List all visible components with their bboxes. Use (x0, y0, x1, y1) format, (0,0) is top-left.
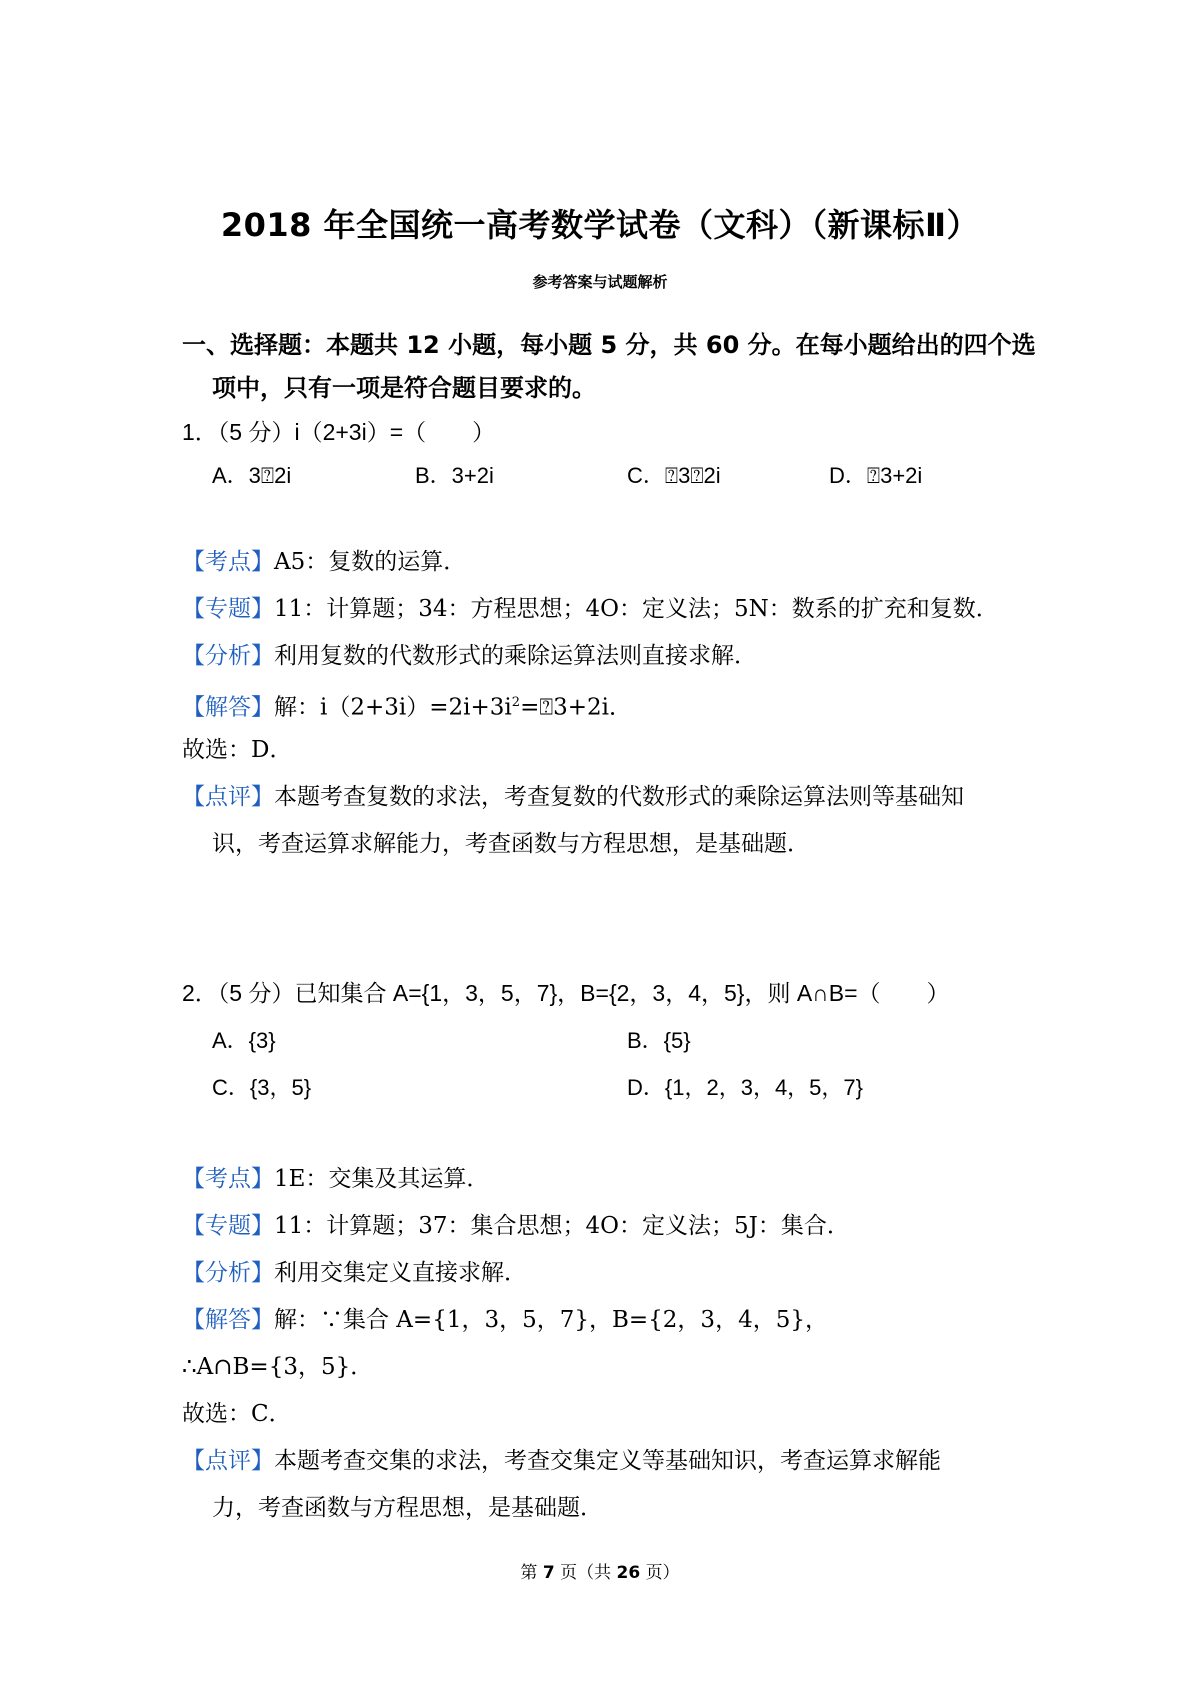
q1-jieda (182, 688, 632, 723)
q1-zhuanti (182, 594, 999, 624)
jieda-text: 解：∵集合 A={1，3，5，7}，B={2，3，4，5}， (274, 1307, 828, 1333)
q2-dianping-continued: 力，考查函数与方程思想，是基础题． (212, 1495, 603, 1521)
footer-page-number: 7 (542, 1563, 555, 1583)
q2-option-b: B．{5} (627, 1028, 691, 1053)
q1-option-c: C．⍰3⍰2i (627, 463, 721, 488)
q1-option-b: B．3+2i (415, 463, 494, 488)
zhuanti-tag: 【专题】 (182, 1213, 274, 1239)
jieda-tag: 【解答】 (182, 694, 274, 721)
footer-total-pages: 26 (616, 1563, 641, 1583)
q1-option-a: A．3⍰2i (212, 463, 292, 488)
q2-stem: 2．（5 分）已知集合 A={1，3，5，7}，B={2，3，4，5}，则 A∩B=（ ） (182, 980, 950, 1006)
q2-guxuan: 故选：C． (182, 1401, 292, 1427)
kaodian-tag: 【考点】 (182, 549, 274, 575)
q2-zhuanti (182, 1211, 850, 1241)
fenxi-tag: 【分析】 (182, 643, 274, 669)
q1-option-d: D．⍰3+2i (829, 463, 923, 488)
fenxi-text: 利用复数的代数形式的乘除运算法则直接求解． (274, 643, 757, 669)
section-heading-line-2: 项中，只有一项是符合题目要求的。 (212, 374, 596, 402)
zhuanti-text: 11：计算题；34：方程思想；4O：定义法；5N：数系的扩充和复数． (274, 596, 999, 622)
q1-dianping-continued: 识，考查运算求解能力，考查函数与方程思想，是基础题． (212, 831, 810, 857)
q1-stem: 1．（5 分）i（2+3i）=（ ） (182, 419, 496, 445)
jieda-text-end: =⍰3+2i． (520, 694, 633, 721)
footer-mid: 页（共 (560, 1563, 612, 1583)
q2-option-a: A．{3} (212, 1028, 276, 1053)
q1-dianping (182, 782, 964, 812)
fenxi-tag: 【分析】 (182, 1260, 274, 1286)
section-heading-line-1: 一、选择题：本题共 12 小题，每小题 5 分，共 60 分。在每小题给出的四个选 (182, 331, 1036, 359)
jieda-superscript: 2 (511, 695, 521, 710)
q2-option-d: D．{1，2，3，4，5，7} (627, 1075, 863, 1100)
page-footer (0, 1558, 1200, 1583)
dianping-tag: 【点评】 (182, 784, 274, 810)
q1-kaodian (182, 547, 466, 577)
q2-kaodian (182, 1164, 489, 1194)
zhuanti-tag: 【专题】 (182, 596, 274, 622)
q2-therefore: ∴A∩B={3，5}． (182, 1354, 374, 1380)
page-title: 2018 年全国统一高考数学试卷（文科）（新课标Ⅱ） (220, 206, 980, 244)
q2-dianping (182, 1446, 941, 1476)
dianping-text: 本题考查交集的求法，考查交集定义等基础知识，考查运算求解能 (274, 1448, 941, 1474)
footer-suffix: 页） (645, 1563, 680, 1583)
q1-guxuan: 故选：D． (182, 737, 293, 763)
kaodian-tag: 【考点】 (182, 1166, 274, 1192)
dianping-tag: 【点评】 (182, 1448, 274, 1474)
q1-fenxi (182, 641, 757, 671)
q2-option-c: C．{3，5} (212, 1075, 312, 1100)
kaodian-text: 1E：交集及其运算． (274, 1166, 490, 1192)
dianping-text: 本题考查复数的求法，考查复数的代数形式的乘除运算法则等基础知 (274, 784, 964, 810)
fenxi-text: 利用交集定义直接求解． (274, 1260, 527, 1286)
zhuanti-text: 11：计算题；37：集合思想；4O：定义法；5J：集合． (274, 1213, 850, 1239)
jieda-text: 解：i（2+3i）=2i+3i (274, 694, 512, 721)
q2-fenxi (182, 1258, 527, 1288)
kaodian-text: A5：复数的运算． (274, 549, 467, 575)
q2-jieda (182, 1305, 828, 1335)
page-subtitle: 参考答案与试题解析 (532, 273, 668, 291)
footer-prefix: 第 (520, 1563, 538, 1583)
jieda-tag: 【解答】 (182, 1307, 274, 1333)
